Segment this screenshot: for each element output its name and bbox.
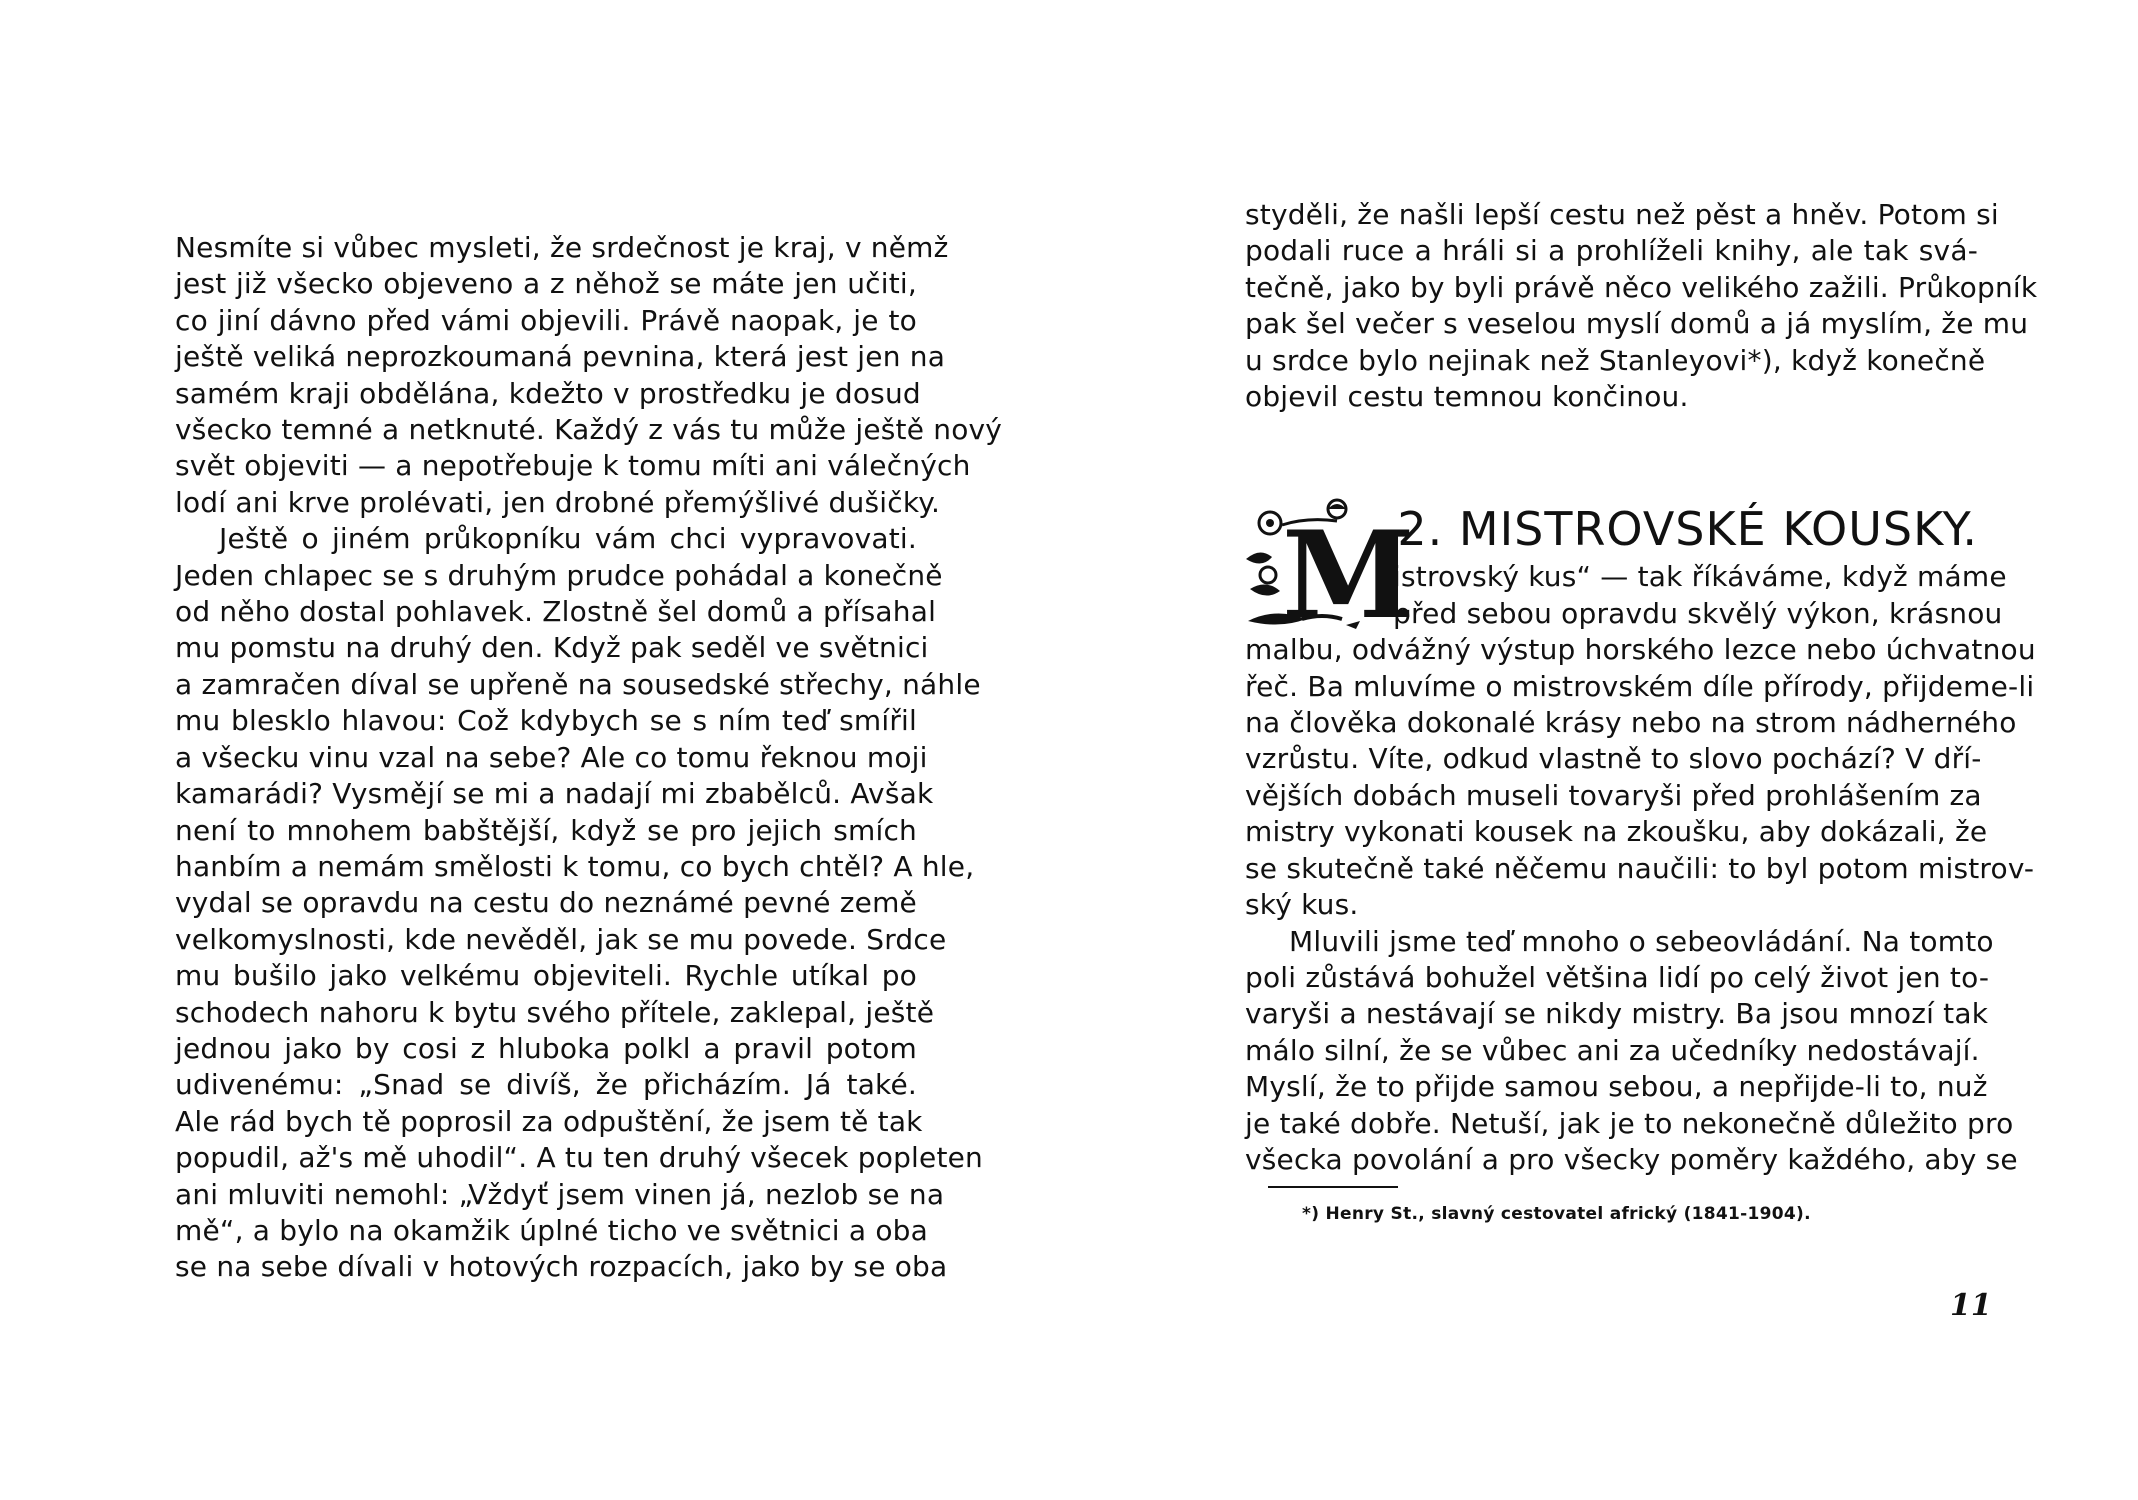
text-line: vydal se opravdu na cestu do neznámé pevné země xyxy=(175,886,917,920)
text-line: schodech nahoru k bytu svého přítele, zaklepal, ještě xyxy=(175,995,935,1029)
text-line: Mluvili jsme teď mnoho o sebeovládání. Na tomto xyxy=(1289,924,1994,958)
page-number: 11 xyxy=(1950,1288,1992,1323)
footnote: *) Henry St., slavný cestovatel africký (1841-1904). xyxy=(1302,1204,1811,1225)
text-line: svět objeviti — a nepotřebuje k tomu míti ani válečných xyxy=(175,449,971,483)
text-line: lodí ani krve prolévati, jen drobné přemýšlivé dušičky. xyxy=(175,485,941,519)
text-line: vzrůstu. Víte, odkud vlastně to slovo pochází? V dří- xyxy=(1245,742,1982,776)
text-line: malbu, odvážný výstup horského lezce nebo úchvatnou xyxy=(1245,633,2036,667)
text-line: podali ruce a hráli si a prohlíželi knihy, ale tak svá- xyxy=(1245,234,1978,268)
text-line: varyši a nestávají se nikdy mistry. Ba jsou mnozí tak xyxy=(1245,997,1989,1031)
text-line: poli zůstává bohužel většina lidí po celý život jen to- xyxy=(1245,960,1990,994)
decorated-initial-ornament xyxy=(1242,499,1416,647)
text-line: popudil, až's mě uhodil“. A tu ten druhý všecek popleten xyxy=(175,1141,983,1175)
text-line: vějších dobách museli tovaryši před prohlášením za xyxy=(1245,778,1982,812)
text-line: mistry vykonati kousek na zkoušku, aby dokázali, že xyxy=(1245,815,1988,849)
text-line: mu blesklo hlavou: Což kdybych se s ním teď smířil xyxy=(175,704,917,738)
text-line: objevil cestu temnou končinou. xyxy=(1245,380,1689,414)
left-page-text xyxy=(175,230,1003,1286)
text-line: mě“, a bylo na okamžik úplné ticho ve světnici a oba xyxy=(175,1213,928,1247)
text-line: styděli, že našli lepší cestu než pěst a hněv. Potom si xyxy=(1245,198,1999,231)
text-line: tečně, jako by byli právě něco velikého zažili. Průkopník xyxy=(1245,270,2038,304)
text-line: pak šel večer s veselou myslí domů a já myslím, že mu xyxy=(1245,307,2029,341)
text-line: velkomyslnosti, kde nevěděl, jak se mu povede. Srdce xyxy=(175,922,947,956)
text-line: samém kraji obdělána, kdežto v prostředku je dosud xyxy=(175,376,921,410)
drop-cap-letter: M xyxy=(1282,505,1416,647)
text-line: všecka povolání a pro všecky poměry každého, aby se xyxy=(1245,1142,2018,1176)
text-line: před sebou opravdu skvělý výkon, krásnou xyxy=(1393,596,2003,630)
text-line: se skutečně také něčemu naučili: to byl potom mistrov- xyxy=(1245,851,2035,885)
text-line: hanbím a nemám smělosti k tomu, co bych chtěl? A hle, xyxy=(175,849,975,883)
text-line: Myslí, že to přijde samou sebou, a nepřijde-li to, nuž xyxy=(1245,1070,1988,1104)
text-line: není to mnohem babštější, když se pro jejich smích xyxy=(175,813,917,847)
text-line: Nesmíte si vůbec mysleti, že srdečnost je kraj, v němž xyxy=(175,231,949,264)
text-line: od něho dostal pohlavek. Zlostně šel domů a přísahal xyxy=(175,595,937,629)
text-line: Ale rád bych tě poprosil za odpuštění, že jsem tě tak xyxy=(175,1104,923,1138)
text-line: na člověka dokonalé krásy nebo na strom nádherného xyxy=(1245,706,2017,740)
text-line: je také dobře. Netuší, jak je to nekonečně důležito pro xyxy=(1245,1106,2014,1140)
chapter-title: 2. MISTROVSKÉ KOUSKY. xyxy=(1397,502,1978,557)
text-line: řeč. Ba mluvíme o mistrovském díle přírody, přijdeme-li xyxy=(1245,669,2035,703)
right-page-text xyxy=(1245,197,2038,1233)
text-line: se na sebe dívali v hotových rozpacích, jako by se oba xyxy=(175,1250,948,1284)
text-line: kamarádi? Vysmějí se mi a nadají mi zbabělců. Avšak xyxy=(175,777,934,811)
text-line: málo silní, že se vůbec ani za učedníky nedostávají. xyxy=(1245,1033,1980,1067)
text-line: a všecku vinu vzal na sebe? Ale co tomu řeknou moji xyxy=(175,740,928,774)
text-line: ještě veliká neprozkoumaná pevnina, která jest jen na xyxy=(175,340,946,374)
text-line: jednou jako by cosi z hluboka polkl a pravil potom xyxy=(175,1031,917,1065)
text-line: u srdce bylo nejinak než Stanleyovi*), když konečně xyxy=(1245,343,1986,377)
text-line: ani mluviti nemohl: „Vždyť jsem vinen já, nezlob se na xyxy=(175,1177,945,1211)
chapter-heading-block xyxy=(1245,491,2007,647)
text-line: udivenému: „Snad se divíš, že přicházím. Já také. xyxy=(175,1068,917,1102)
text-line: Ještě o jiném průkopníku vám chci vypravovati. xyxy=(219,522,917,556)
text-line: mu bušilo jako velkému objeviteli. Rychle utíkal po xyxy=(175,959,917,993)
text-line: jest již všecko objeveno a z něhož se máte jen učiti, xyxy=(175,267,917,301)
text-line: a zamračen díval se upřeně na sousedské střechy, náhle xyxy=(175,667,981,701)
text-line: ský kus. xyxy=(1245,888,1359,922)
text-line: všecko temné a netknuté. Každý z vás tu může ještě nový xyxy=(175,413,1003,447)
text-line: co jiní dávno před vámi objevili. Právě naopak, je to xyxy=(175,303,917,337)
text-line: Jeden chlapec se s druhým prudce pohádal a konečně xyxy=(175,558,943,592)
text-line: istrovský kus“ — tak říkáváme, když máme xyxy=(1393,560,2007,594)
footnote-rule xyxy=(1268,1186,1398,1188)
text-line: mu pomstu na druhý den. Když pak seděl ve světnici xyxy=(175,631,929,665)
